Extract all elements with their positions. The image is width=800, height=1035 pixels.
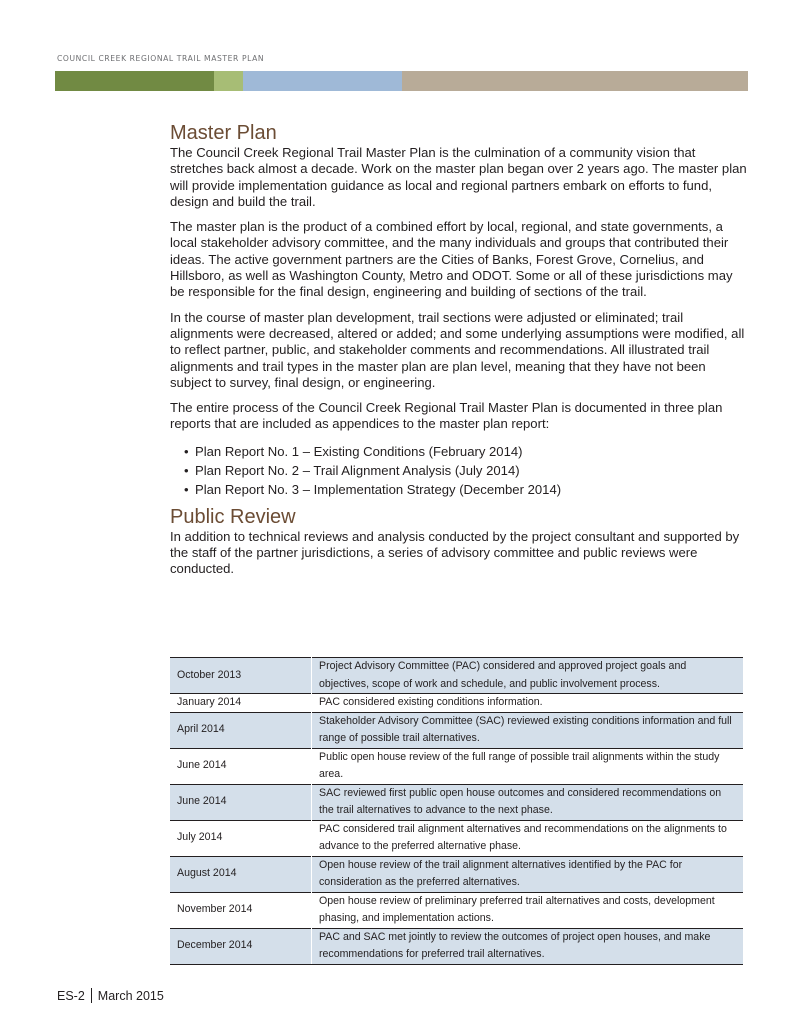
table-row bbox=[170, 784, 743, 820]
list-item-text: Plan Report No. 2 – Trail Alignment Analysis (July 2014) bbox=[195, 462, 520, 478]
paragraph: The master plan is the product of a combined effort by local, regional, and state governments, a local stakeholder advisory committee, and the many individuals and groups that contributed their ideas. The active government partners are the Cities of Banks, Forest Grove, Cornelius, and Hillsboro, as well as Washington County, Metro and ODOT. Some or all of these jurisdictions may be responsible for the final design, engineering and building of sections of the trail. bbox=[170, 219, 733, 300]
plan-reports-list bbox=[170, 442, 750, 499]
page-number: ES-2 bbox=[57, 989, 85, 1003]
table-row bbox=[170, 712, 743, 748]
color-bar-segment-dark-green bbox=[55, 71, 214, 91]
header-color-bar bbox=[55, 71, 748, 91]
list-item-text: Plan Report No. 1 – Existing Conditions (February 2014) bbox=[195, 443, 523, 459]
table-row bbox=[170, 928, 743, 964]
table-cell-date: October 2013 bbox=[170, 658, 312, 694]
public-review-timeline-table bbox=[170, 657, 743, 965]
table-cell-description: SAC reviewed first public open house outcomes and considered recommendations on the trail alternatives to advance to the next phase. bbox=[312, 784, 744, 820]
list-item-text: Plan Report No. 3 – Implementation Strategy (December 2014) bbox=[195, 481, 562, 497]
table-cell-date: December 2014 bbox=[170, 928, 312, 964]
bullet-icon: • bbox=[184, 462, 189, 478]
table-row bbox=[170, 856, 743, 892]
table-cell-date: January 2014 bbox=[170, 694, 312, 713]
table-row bbox=[170, 820, 743, 856]
table-cell-date: August 2014 bbox=[170, 856, 312, 892]
section-heading-public-review: Public Review bbox=[170, 505, 296, 528]
list-item bbox=[184, 461, 750, 480]
table-cell-date: July 2014 bbox=[170, 820, 312, 856]
table-cell-description: PAC and SAC met jointly to review the outcomes of project open houses, and make recommendations for preferred trail alternatives. bbox=[312, 928, 744, 964]
table-cell-date: June 2014 bbox=[170, 748, 312, 784]
bullet-icon: • bbox=[184, 443, 189, 459]
paragraph: The Council Creek Regional Trail Master Plan is the culmination of a community vision that stretches back almost a decade. Work on the master plan began over 2 years ago. The master plan will provide implementation guidance as local and regional partners embark on efforts to fund, design and build the trail. bbox=[170, 145, 747, 209]
table-cell-description: Public open house review of the full range of possible trail alignments within the study area. bbox=[312, 748, 744, 784]
paragraph: In addition to technical reviews and analysis conducted by the project consultant and supported by the staff of the partner jurisdictions, a series of advisory committee and public reviews were conducted. bbox=[170, 528, 740, 577]
bullet-icon: • bbox=[184, 481, 189, 497]
color-bar-segment-blue bbox=[243, 71, 402, 91]
table-cell-date: April 2014 bbox=[170, 712, 312, 748]
table-row bbox=[170, 892, 743, 928]
table-cell-description: Open house review of preliminary preferred trail alternatives and costs, development phasing, and implementation actions. bbox=[312, 892, 744, 928]
main-content bbox=[170, 121, 750, 587]
page-footer bbox=[57, 988, 164, 1003]
paragraph: The entire process of the Council Creek Regional Trail Master Plan is documented in three plan reports that are included as appendices to the master plan report: bbox=[170, 400, 723, 432]
table-cell-date: November 2014 bbox=[170, 892, 312, 928]
list-item bbox=[184, 442, 750, 461]
table-cell-description: PAC considered existing conditions information. bbox=[312, 694, 744, 713]
table-cell-description: PAC considered trail alignment alternatives and recommendations on the alignments to advance to the preferred alternative phase. bbox=[312, 820, 744, 856]
list-item bbox=[184, 480, 750, 499]
table-row bbox=[170, 694, 743, 713]
running-header-title: COUNCIL CREEK REGIONAL TRAIL MASTER PLAN bbox=[57, 54, 265, 63]
footer-divider bbox=[91, 988, 92, 1003]
table-cell-description: Project Advisory Committee (PAC) considered and approved project goals and objectives, scope of work and schedule, and public involvement process. bbox=[312, 658, 744, 694]
publication-date: March 2015 bbox=[97, 989, 164, 1003]
color-bar-segment-light-green bbox=[214, 71, 243, 91]
color-bar-segment-tan bbox=[402, 71, 748, 91]
paragraph: In the course of master plan development, trail sections were adjusted or eliminated; trail alignments were decreased, altered or added; and some underlying assumptions were modified, all to reflect partner, public, and stakeholder comments and recommendations. All illustrated trail alignments and trail types in the master plan are plan level, meaning that they have not been subject to survey, final design, or engineering. bbox=[170, 309, 745, 390]
table-row bbox=[170, 748, 743, 784]
table-cell-date: June 2014 bbox=[170, 784, 312, 820]
section-heading-master-plan: Master Plan bbox=[170, 122, 277, 144]
table-row bbox=[170, 658, 743, 694]
table-cell-description: Stakeholder Advisory Committee (SAC) reviewed existing conditions information and full range of possible trail alternatives. bbox=[312, 712, 744, 748]
table-cell-description: Open house review of the trail alignment alternatives identified by the PAC for consideration as the preferred alternatives. bbox=[312, 856, 744, 892]
